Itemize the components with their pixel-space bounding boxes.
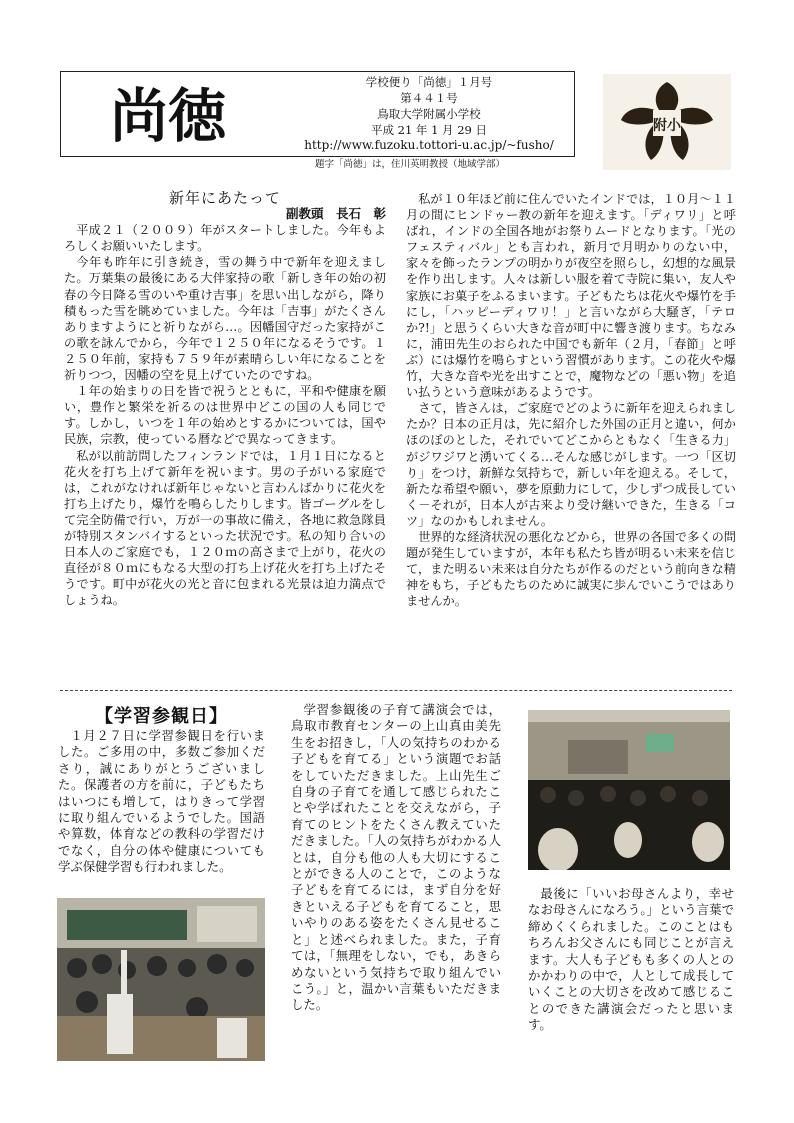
paragraph: 私が以前訪問したフィンランドでは，１月１日になると花火を打ち上げて新年を祝います。男の子がいる家庭では，これがなければ新年じゃないと言わんばかりに花火を打ち上げたり，爆竹を鳴らしたりします。皆ゴーグルをして完全防備で行い，万が一の事故に備え，各地に救急隊員が特別スタンバイするといった状況です。私の知り合いの日本人のご家庭でも，１２０ｍの高さまで上がり，花火の直径が８０ｍにもなる大型の打ち上げ花火を打ち上げたそうです。町中が花火の光と音に包まれる光景は迫力満点でしょうね。 bbox=[64, 448, 386, 608]
article-author: 副教頭 長石 彰 bbox=[285, 206, 386, 222]
section-divider bbox=[60, 690, 732, 691]
calligraphy-logo bbox=[98, 80, 238, 148]
title-credit: 題字「尚徳」は，住川英明教授（地域学部） bbox=[315, 159, 506, 170]
paragraph: １月２７日に学習参観日を行いました。ご多用の中，多数ご参加くださり，誠にありがとうございました。保護者の方を前に，子どもたちはいつにも増して，はりきって学習に取り組んでいるようでした。国語や算数，体育などの教科の学習だけでなく，自分の体や健康についても学ぶ保健学習も行われました。 bbox=[58, 728, 265, 875]
paragraph: 私が１０年ほど前に住んでいたインドでは，１０月～１１月の間にヒンドゥー教の新年を迎えます。「ディワリ」と呼ばれ，インドの全国各地がお祭りムードとなります。「光のフェスティバル」とも言われ，新月で月明かりのない中，家々を飾ったランプの明かりが夜空を照らし，幻想的な風景を作り出します。人々は新しい服を着て寺院に集い，友人や家族にお菓子をふるまいます。子どもたちは花火や爆竹を手にし，「ハッピーディワリ！」と言いながら大騒ぎ，「テロか?!」と思うくらい大きな音が町中に響き渡ります。ちなみに，浦田先生のおられた中国でも新年（２月，「春節」と呼ぶ）には爆竹を鳴らすという習慣があります。この花火や爆竹，大きな音や光を出すことで，魔物などの「悪い物」を追い払うという意味があるようです。 bbox=[406, 192, 736, 400]
paragraph: １年の始まりの日を皆で祝うとともに，平和や健康を願い，豊作と繁栄を祈るのは世界中どこの国の人も同じです。しかし，いつを１年の始めとするかについては，国や民族，宗教，使っている暦などで異なってきます。 bbox=[64, 384, 386, 447]
issue-date: 平成 21 年 1 月 29 日 bbox=[370, 123, 488, 137]
lecture-text bbox=[291, 702, 501, 1014]
svg-text:附小: 附小 bbox=[653, 118, 681, 134]
article-title: 新年にあたって bbox=[168, 189, 281, 207]
lecture-hall-photo bbox=[528, 710, 730, 870]
closing-text bbox=[528, 886, 734, 1034]
paragraph: 世界的な経済状況の悪化などから，世界の各国で多くの問題が発生していますが，本年も私たち皆が明るい未来を信じて，また明るい未来は自分たちが作るのだという前向きな精神をもち，子どもたちのために誠実に歩んでいこうではありませんか。 bbox=[406, 529, 736, 609]
newsletter-title: 学校便り「尚徳」１月号 bbox=[365, 75, 493, 89]
issue-number: 第４４１号 bbox=[400, 91, 458, 105]
paragraph: 学習参観後の子育て講演会では，鳥取市教育センターの上山真由美先生をお招きし，「人の気持ちのわかる子どもを育てる」という演題でお話をしていただきました。上山先生ご自身の子育てを通して感じられたことや学ばれたことを交えながら，子育てのヒントをたくさん教えていただきました。「人の気持ちがわかる人とは，自分も他の人も大切にすることができる人のことで，このような子どもを育てるには，まず自分を好きといえる子どもを育てること，思いやりのある姿をたくさん見せること」と述べられました。また，子育ては，「無理をしない，でも，あきらめないという気持ちで取り組んでいこう。」と，温かい言葉もいただきました。 bbox=[291, 702, 501, 1013]
paragraph: 平成２１（２００９）年がスタートしました。今年もよろしくお願いいたします。 bbox=[64, 223, 386, 254]
school-name: 鳥取大学附属小学校 bbox=[377, 107, 481, 121]
paragraph: 最後に「いいお母さんより，幸せなお母さんになろう。」という言葉で締めくくられました。このことはもちろんお父さんにも同じことが言えます。大人も子どもも多くの人とのかかわりの中で，人として成長していくことの大切さを改めて感じることのできた講演会だったと思います。 bbox=[528, 886, 734, 1033]
classroom-photo bbox=[57, 898, 265, 1061]
article-new-year-right bbox=[406, 191, 736, 609]
school-url[interactable]: http://www.fuzoku.tottori-u.ac.jp/~fusho/ bbox=[304, 138, 554, 152]
section-title: 【学習参観日】 bbox=[95, 706, 228, 727]
observation-day-text bbox=[58, 728, 265, 876]
paragraph: 今年も昨年に引き続き，雪の舞う中で新年を迎えました。万葉集の最後にある大伴家持の歌「新しき年の始の初春の今日降る雪のいや重け吉事」を思い出しながら，降り積もった雪を眺めていました。今年は「吉事」がたくさんありますようにと祈りながら…。因幡国守だった家持がこの歌を詠んでから，今年で１２５０年になるそうです。１２５０年前，家持も７５９年が素晴らしい年になることを祈りつつ，因幡の空を見上げていたのですね。 bbox=[64, 255, 386, 383]
svg-text:尚徳: 尚徳 bbox=[109, 82, 227, 148]
article-new-year-left bbox=[64, 190, 386, 608]
school-crest-icon bbox=[603, 74, 731, 170]
paragraph: さて，皆さんは，ご家庭でどのように新年を迎えられましたか？日本の正月は，先に紹介した外国の正月と違い，何かほのぼのとした，それでいてどこからともなく「生きる力」がジワジワと湧いてくる…そんな感じがします。一つ「区切り」をつけ，新鮮な気持ちで，新しい年を迎える。そして，新たな希望や願い，夢を原動力にして，少しずつ成長していく－それが，日本人が古来より受け継いできた，生きる「コツ」なのかもしれません。 bbox=[406, 401, 736, 528]
